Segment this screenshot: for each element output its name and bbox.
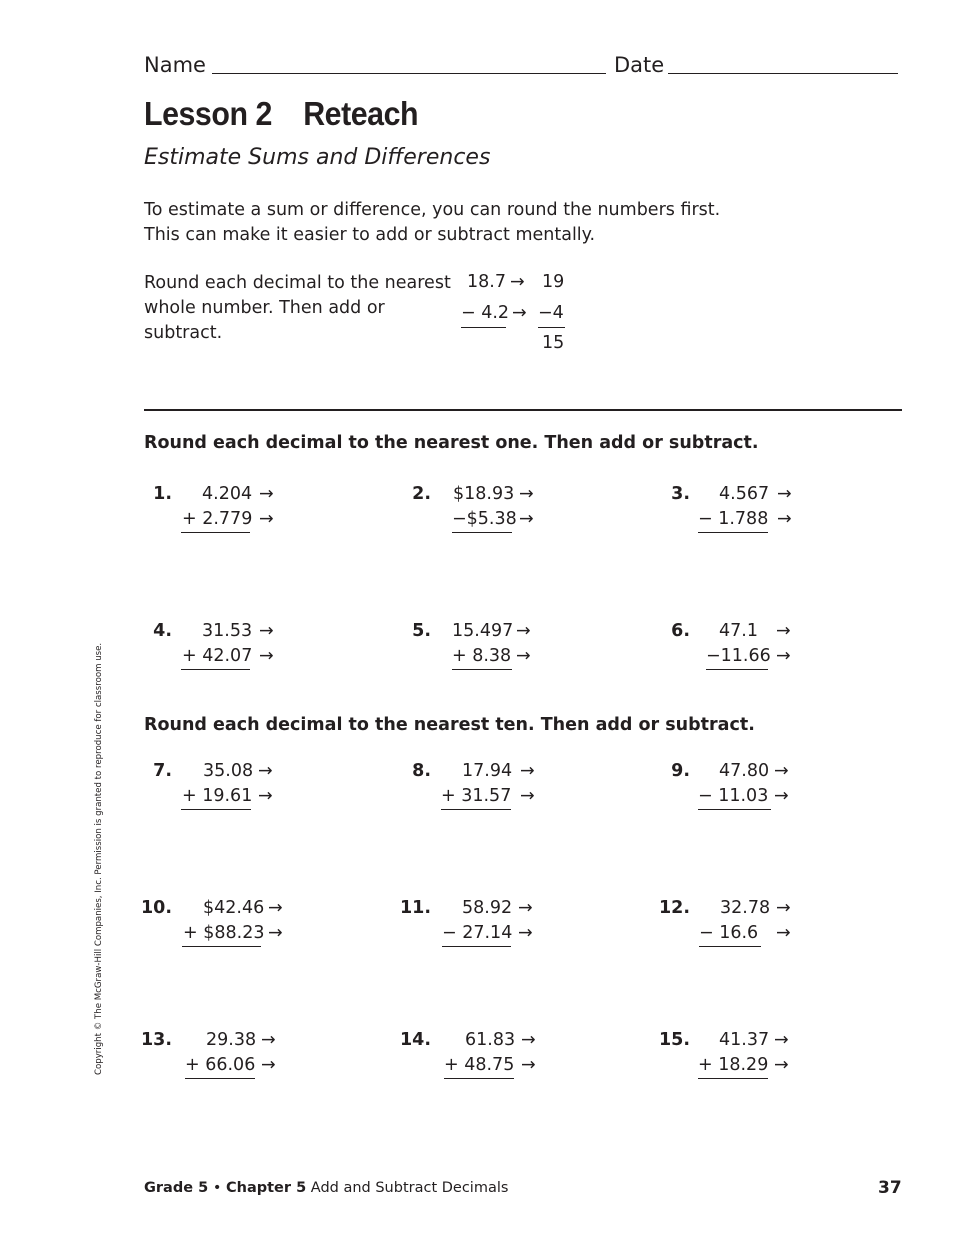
problem-top-value: 61.83 [465,1030,516,1050]
problem-bottom-value: + 18.29 [698,1055,769,1075]
arrow: → [259,509,274,529]
problem-top-value: 32.78 [720,898,771,918]
problem-number: 7. [153,761,172,781]
problem-underline [706,669,768,670]
problem-bottom-value: + 8.38 [452,646,512,666]
example-row1-right: 19 [542,272,565,292]
arrow: → [518,923,533,943]
problem-top-value: 15.497 [452,621,514,641]
arrow: → [521,1030,536,1050]
problem-number: 8. [412,761,431,781]
problem-top-value: 35.08 [203,761,254,781]
footer [144,1180,508,1196]
page-number: 37 [878,1178,902,1198]
lesson-subtitle: Estimate Sums and Differences [144,145,491,170]
problem-underline [181,532,250,533]
problem-top-value: $18.93 [453,484,515,504]
problem-bottom-value: − 1.788 [698,509,769,529]
problem-top-value: $42.46 [203,898,265,918]
example-right-underline [538,327,565,328]
arrow: → [776,646,791,666]
answer-space[interactable] [292,894,362,954]
example-text [144,271,451,346]
problem-bottom-value: − 16.6 [699,923,759,943]
problem-bottom-value: + 31.57 [441,786,512,806]
problem-top-value: 4.204 [202,484,253,504]
arrow: → [520,761,535,781]
lesson-type: Reteach [303,95,419,132]
problem-top-value: 17.94 [462,761,513,781]
example-row1-left: 18.7 [467,272,506,292]
section-divider [144,409,902,411]
problem-bottom-value: −$5.38 [452,509,517,529]
answer-space[interactable] [798,757,868,817]
problem-number: 14. [399,1030,431,1050]
arrow: → [519,484,534,504]
arrow: → [776,621,791,641]
example-line-3: subtract. [144,323,223,343]
problem-bottom-value: + 48.75 [444,1055,515,1075]
problem-top-value: 29.38 [206,1030,257,1050]
date-field-line[interactable] [668,73,898,74]
copyright-notice: Copyright © The McGraw-Hill Companies, Inc. Permission is granted to reproduce for classroom use. [94,642,104,1075]
example-row2-arrow: → [512,303,527,323]
answer-space[interactable] [545,1026,615,1086]
arrow: → [518,898,533,918]
arrow: → [516,621,531,641]
arrow: → [261,1030,276,1050]
problem-number: 3. [671,484,690,504]
problem-number: 1. [153,484,172,504]
problem-underline [442,946,511,947]
problem-top-value: 47.1 [719,621,758,641]
problem-number: 10. [140,898,172,918]
arrow: → [268,923,283,943]
page-title [144,95,418,133]
example-line-1: Round each decimal to the nearest [144,273,451,293]
date-label: Date [614,53,665,77]
example-row2-left: − 4.2 [461,303,510,323]
section1-heading: Round each decimal to the nearest one. Then add or subtract. [144,433,759,453]
arrow: → [259,621,274,641]
example-result: 15 [542,333,565,353]
problem-number: 4. [153,621,172,641]
arrow: → [268,898,283,918]
problem-number: 5. [412,621,431,641]
problem-underline [182,946,261,947]
problem-bottom-value: − 11.03 [698,786,769,806]
footer-bullet: • [212,1180,222,1196]
problem-number: 13. [140,1030,172,1050]
problem-number: 6. [671,621,690,641]
answer-space[interactable] [801,480,871,540]
section2-heading: Round each decimal to the nearest ten. Then add or subtract. [144,715,755,735]
answer-space[interactable] [798,1026,868,1086]
problem-underline [698,532,768,533]
example-row2-right: −4 [538,303,564,323]
arrow: → [516,646,531,666]
problem-bottom-value: −11.66 [706,646,771,666]
problem-top-value: 47.80 [719,761,770,781]
problem-bottom-value: + 66.06 [185,1055,256,1075]
arrow: → [521,1055,536,1075]
answer-space[interactable] [540,617,610,677]
problem-underline [698,809,771,810]
problem-number: 2. [412,484,431,504]
answer-space[interactable] [543,480,613,540]
problem-number: 9. [671,761,690,781]
problem-bottom-value: − 27.14 [442,923,513,943]
arrow: → [774,786,789,806]
problem-underline [185,1078,255,1079]
intro-line-2: This can make it easier to add or subtract mentally. [144,225,596,245]
name-label: Name [144,53,206,77]
arrow: → [258,761,273,781]
problem-underline [441,809,511,810]
problem-underline [452,669,512,670]
problem-number: 15. [658,1030,690,1050]
arrow: → [261,1055,276,1075]
problem-underline [452,532,512,533]
answer-space[interactable] [283,617,353,677]
problem-underline [181,809,251,810]
problem-bottom-value: + 19.61 [182,786,253,806]
arrow: → [520,786,535,806]
answer-space[interactable] [282,757,352,817]
problem-number: 12. [658,898,690,918]
answer-space[interactable] [800,894,870,954]
problem-top-value: 4.567 [719,484,770,504]
arrow: → [777,509,792,529]
name-field-line[interactable] [212,73,606,74]
problem-underline [698,1078,768,1079]
arrow: → [777,484,792,504]
problem-top-value: 31.53 [202,621,253,641]
problem-bottom-value: + 42.07 [182,646,253,666]
example-left-underline [461,327,506,328]
problem-top-value: 41.37 [719,1030,770,1050]
arrow: → [259,646,274,666]
arrow: → [774,761,789,781]
arrow: → [776,898,791,918]
answer-space[interactable] [544,757,614,817]
example-line-2: whole number. Then add or [144,298,385,318]
answer-space[interactable] [285,1026,355,1086]
answer-space[interactable] [542,894,612,954]
footer-chapter-title: Add and Subtract Decimals [310,1180,509,1196]
footer-grade: Grade 5 [144,1180,209,1196]
problem-bottom-value: + $88.23 [183,923,265,943]
problem-bottom-value: + 2.779 [182,509,253,529]
problem-number: 11. [399,898,431,918]
problem-underline [444,1078,514,1079]
lesson-number: Lesson 2 [144,95,272,132]
arrow: → [519,509,534,529]
answer-space[interactable] [283,480,353,540]
arrow: → [259,484,274,504]
footer-chapter: Chapter 5 [225,1180,307,1196]
problem-underline [181,669,250,670]
arrow: → [258,786,273,806]
problem-underline [699,946,761,947]
arrow: → [774,1055,789,1075]
intro-text [144,198,720,248]
problem-top-value: 58.92 [462,898,513,918]
answer-space[interactable] [800,617,870,677]
example-row1-arrow: → [510,272,525,292]
intro-line-1: To estimate a sum or difference, you can round the numbers first. [144,200,721,220]
arrow: → [776,923,791,943]
arrow: → [774,1030,789,1050]
